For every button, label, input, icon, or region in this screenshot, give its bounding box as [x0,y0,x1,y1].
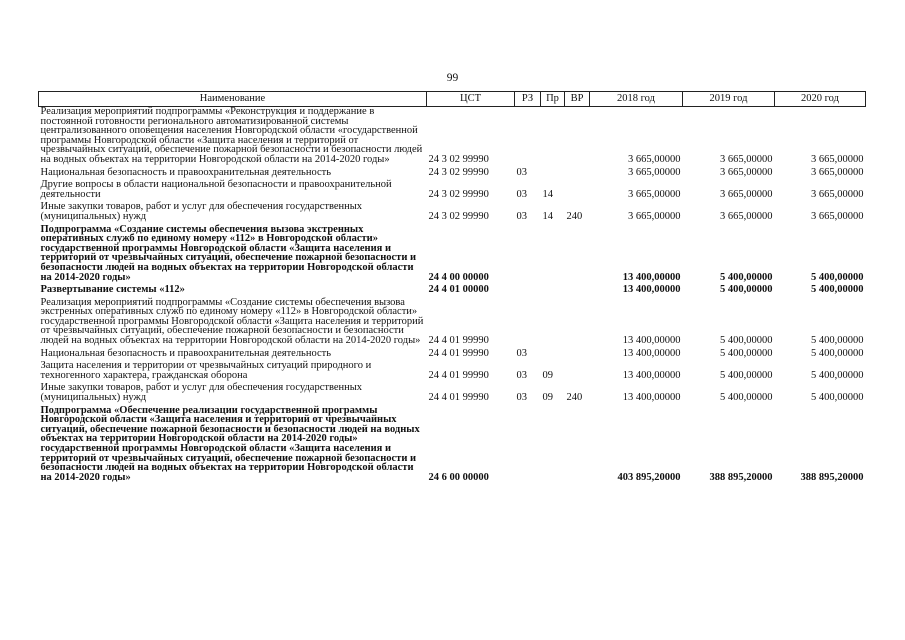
cell-vr [565,404,590,484]
cell-cst: 24 6 00 00000 [428,471,489,483]
header-2020: 2020 год [775,92,866,107]
cell-vr [565,296,590,347]
cell-y2020: 5 400,00000 [811,271,864,283]
header-name: Наименование [39,92,427,107]
cell-y2018: 3 665,00000 [628,188,681,200]
cell-y2019: 5 400,00000 [720,271,773,283]
cell-y2018: 13 400,00000 [622,284,681,296]
cell-y2019: 388 895,20000 [709,471,773,483]
cell-cst: 24 3 02 99990 [428,188,489,200]
cell-rz: 03 [516,369,527,381]
cell-name: Иные закупки товаров, работ и услуг для обеспечения государственных (муниципальных) нужд [40,382,363,404]
header-rz: РЗ [515,92,541,107]
cell-y2019: 3 665,00000 [720,210,773,222]
cell-name: Реализация мероприятий подпрограммы «Создание системы обеспечения вызова экстренных оперативных служб по единому номеру «112» в Новгородской области» государственной программы Новгородской области «Защита населения и территорий от чрезвычайных ситуаций, обеспечение пожарной безопасности и безопасности людей на водных объектах на территории Новгородской области на 2014-2020 годы» [40,296,424,347]
cell-cst: 24 3 02 99990 [428,166,489,178]
cell-cst: 24 4 00 00000 [428,271,489,283]
cell-pr [541,404,565,484]
cell-vr [565,107,590,166]
table-row [39,107,866,166]
table-row [39,166,866,179]
cell-y2020: 3 665,00000 [811,166,864,178]
cell-y2018: 3 665,00000 [628,166,681,178]
cell-rz [515,283,541,296]
table-row [39,178,866,200]
table-row [39,347,866,360]
header-cst: ЦСТ [427,92,515,107]
header-2018: 2018 год [590,92,683,107]
cell-y2018: 13 400,00000 [622,335,681,347]
cell-name: Реализация мероприятий подпрограммы «Реконструкция и поддержание в постоянной готовности регионального автоматизированной системы централизованного оповещения населения Новгородской области «государственной программы Новгородской области «Защита населения и территорий от чрезвычайных ситуаций, обеспечение пожарной безопасности и безопасности людей на водных объектах на территории Новгородской области на 2014-2020 годы» [40,106,423,165]
cell-y2019: 5 400,00000 [720,335,773,347]
cell-cst: 24 4 01 00000 [428,284,489,296]
cell-y2018: 3 665,00000 [628,210,681,222]
cell-pr [541,296,565,347]
cell-vr: 240 [566,210,583,222]
cell-cst: 24 3 02 99990 [428,153,489,165]
table-row [39,381,866,403]
cell-cst: 24 3 02 99990 [428,210,489,222]
header-2019: 2019 год [683,92,775,107]
cell-pr [541,283,565,296]
cell-vr [565,359,590,381]
cell-name: Подпрограмма «Создание системы обеспечения вызова экстренных оперативных служб по единому номеру «112» в Новгородской области» государственной программы Новгородской области «Защита населения и территорий от чрезвычайных ситуаций, обеспечение пожарной безопасности и безопасности людей на водных объектах на территории Новгородской области на 2014-2020 годы» [40,223,417,283]
cell-y2019: 3 665,00000 [720,153,773,165]
cell-y2020: 5 400,00000 [811,347,864,359]
cell-rz: 03 [516,347,527,359]
cell-name: Национальная безопасность и правоохранительная деятельность [40,166,332,178]
page-number: 99 [446,72,459,84]
table-row [39,404,866,484]
budget-table [38,91,866,483]
cell-y2020: 5 400,00000 [811,392,864,404]
cell-y2020: 388 895,20000 [800,471,864,483]
cell-name: Подпрограмма «Обеспечение реализации государственной программы Новгородской области «Защита населения и территорий от чрезвычайных ситуаций, обеспечение пожарной безопасности и безопасности людей на водных объектах на территории Новгородской области на 2014-2020 годы» государственной программы Новгородской области «Защита населения и территорий от чрезвычайных ситуаций, обеспечение пожарной безопасности и безопасности людей на водных объектах на территории Новгородской области на 2014-2020 годы» [40,404,420,483]
cell-y2019: 5 400,00000 [720,284,773,296]
cell-vr [565,347,590,360]
cell-pr: 09 [542,369,553,381]
cell-y2018: 13 400,00000 [622,271,681,283]
cell-y2018: 13 400,00000 [622,347,681,359]
cell-name: Защита населения и территории от чрезвычайных ситуаций природного и техногенного характера, гражданская оборона [40,360,372,381]
cell-cst: 24 4 01 99990 [428,369,489,381]
cell-rz: 03 [516,392,527,404]
cell-y2018: 3 665,00000 [628,153,681,165]
cell-y2020: 5 400,00000 [811,284,864,296]
table-row [39,200,866,222]
cell-vr [565,223,590,284]
cell-y2019: 3 665,00000 [720,166,773,178]
cell-y2018: 403 895,20000 [617,471,681,483]
cell-y2020: 3 665,00000 [811,153,864,165]
cell-pr: 14 [542,188,553,200]
cell-y2019: 5 400,00000 [720,347,773,359]
cell-rz [515,404,541,484]
table-row [39,359,866,381]
cell-y2020: 5 400,00000 [811,369,864,381]
cell-rz: 03 [516,188,527,200]
cell-name: Другие вопросы в области национальной безопасности и правоохранительной деятельности [40,179,392,200]
cell-y2020: 3 665,00000 [811,188,864,200]
cell-y2020: 3 665,00000 [811,210,864,222]
cell-y2019: 3 665,00000 [720,188,773,200]
cell-rz: 03 [516,210,527,222]
cell-y2018: 13 400,00000 [622,369,681,381]
cell-name: Иные закупки товаров, работ и услуг для обеспечения государственных (муниципальных) нужд [40,201,363,222]
cell-y2019: 5 400,00000 [720,369,773,381]
cell-name: Национальная безопасность и правоохранительная деятельность [40,347,332,359]
cell-pr [541,107,565,166]
cell-y2018: 13 400,00000 [622,392,681,404]
cell-cst: 24 4 01 99990 [428,347,489,359]
cell-y2020: 5 400,00000 [811,335,864,347]
cell-pr: 09 [542,392,553,404]
table-row [39,223,866,284]
cell-rz [515,296,541,347]
cell-pr: 14 [542,210,553,222]
cell-vr: 240 [566,392,583,404]
cell-rz: 03 [516,166,527,178]
cell-cst: 24 4 01 99990 [428,335,489,347]
cell-cst: 24 4 01 99990 [428,392,489,404]
table-row [39,296,866,347]
cell-rz [515,107,541,166]
table-header-row [39,92,866,107]
header-pr: Пр [541,92,565,107]
cell-pr [541,223,565,284]
cell-rz [515,223,541,284]
cell-y2019: 5 400,00000 [720,392,773,404]
cell-vr [565,166,590,179]
cell-pr [541,166,565,179]
cell-vr [565,178,590,200]
cell-name: Развертывание системы «112» [40,284,185,296]
cell-vr [565,283,590,296]
header-vr: ВР [565,92,590,107]
cell-pr [541,347,565,360]
table-row [39,283,866,296]
